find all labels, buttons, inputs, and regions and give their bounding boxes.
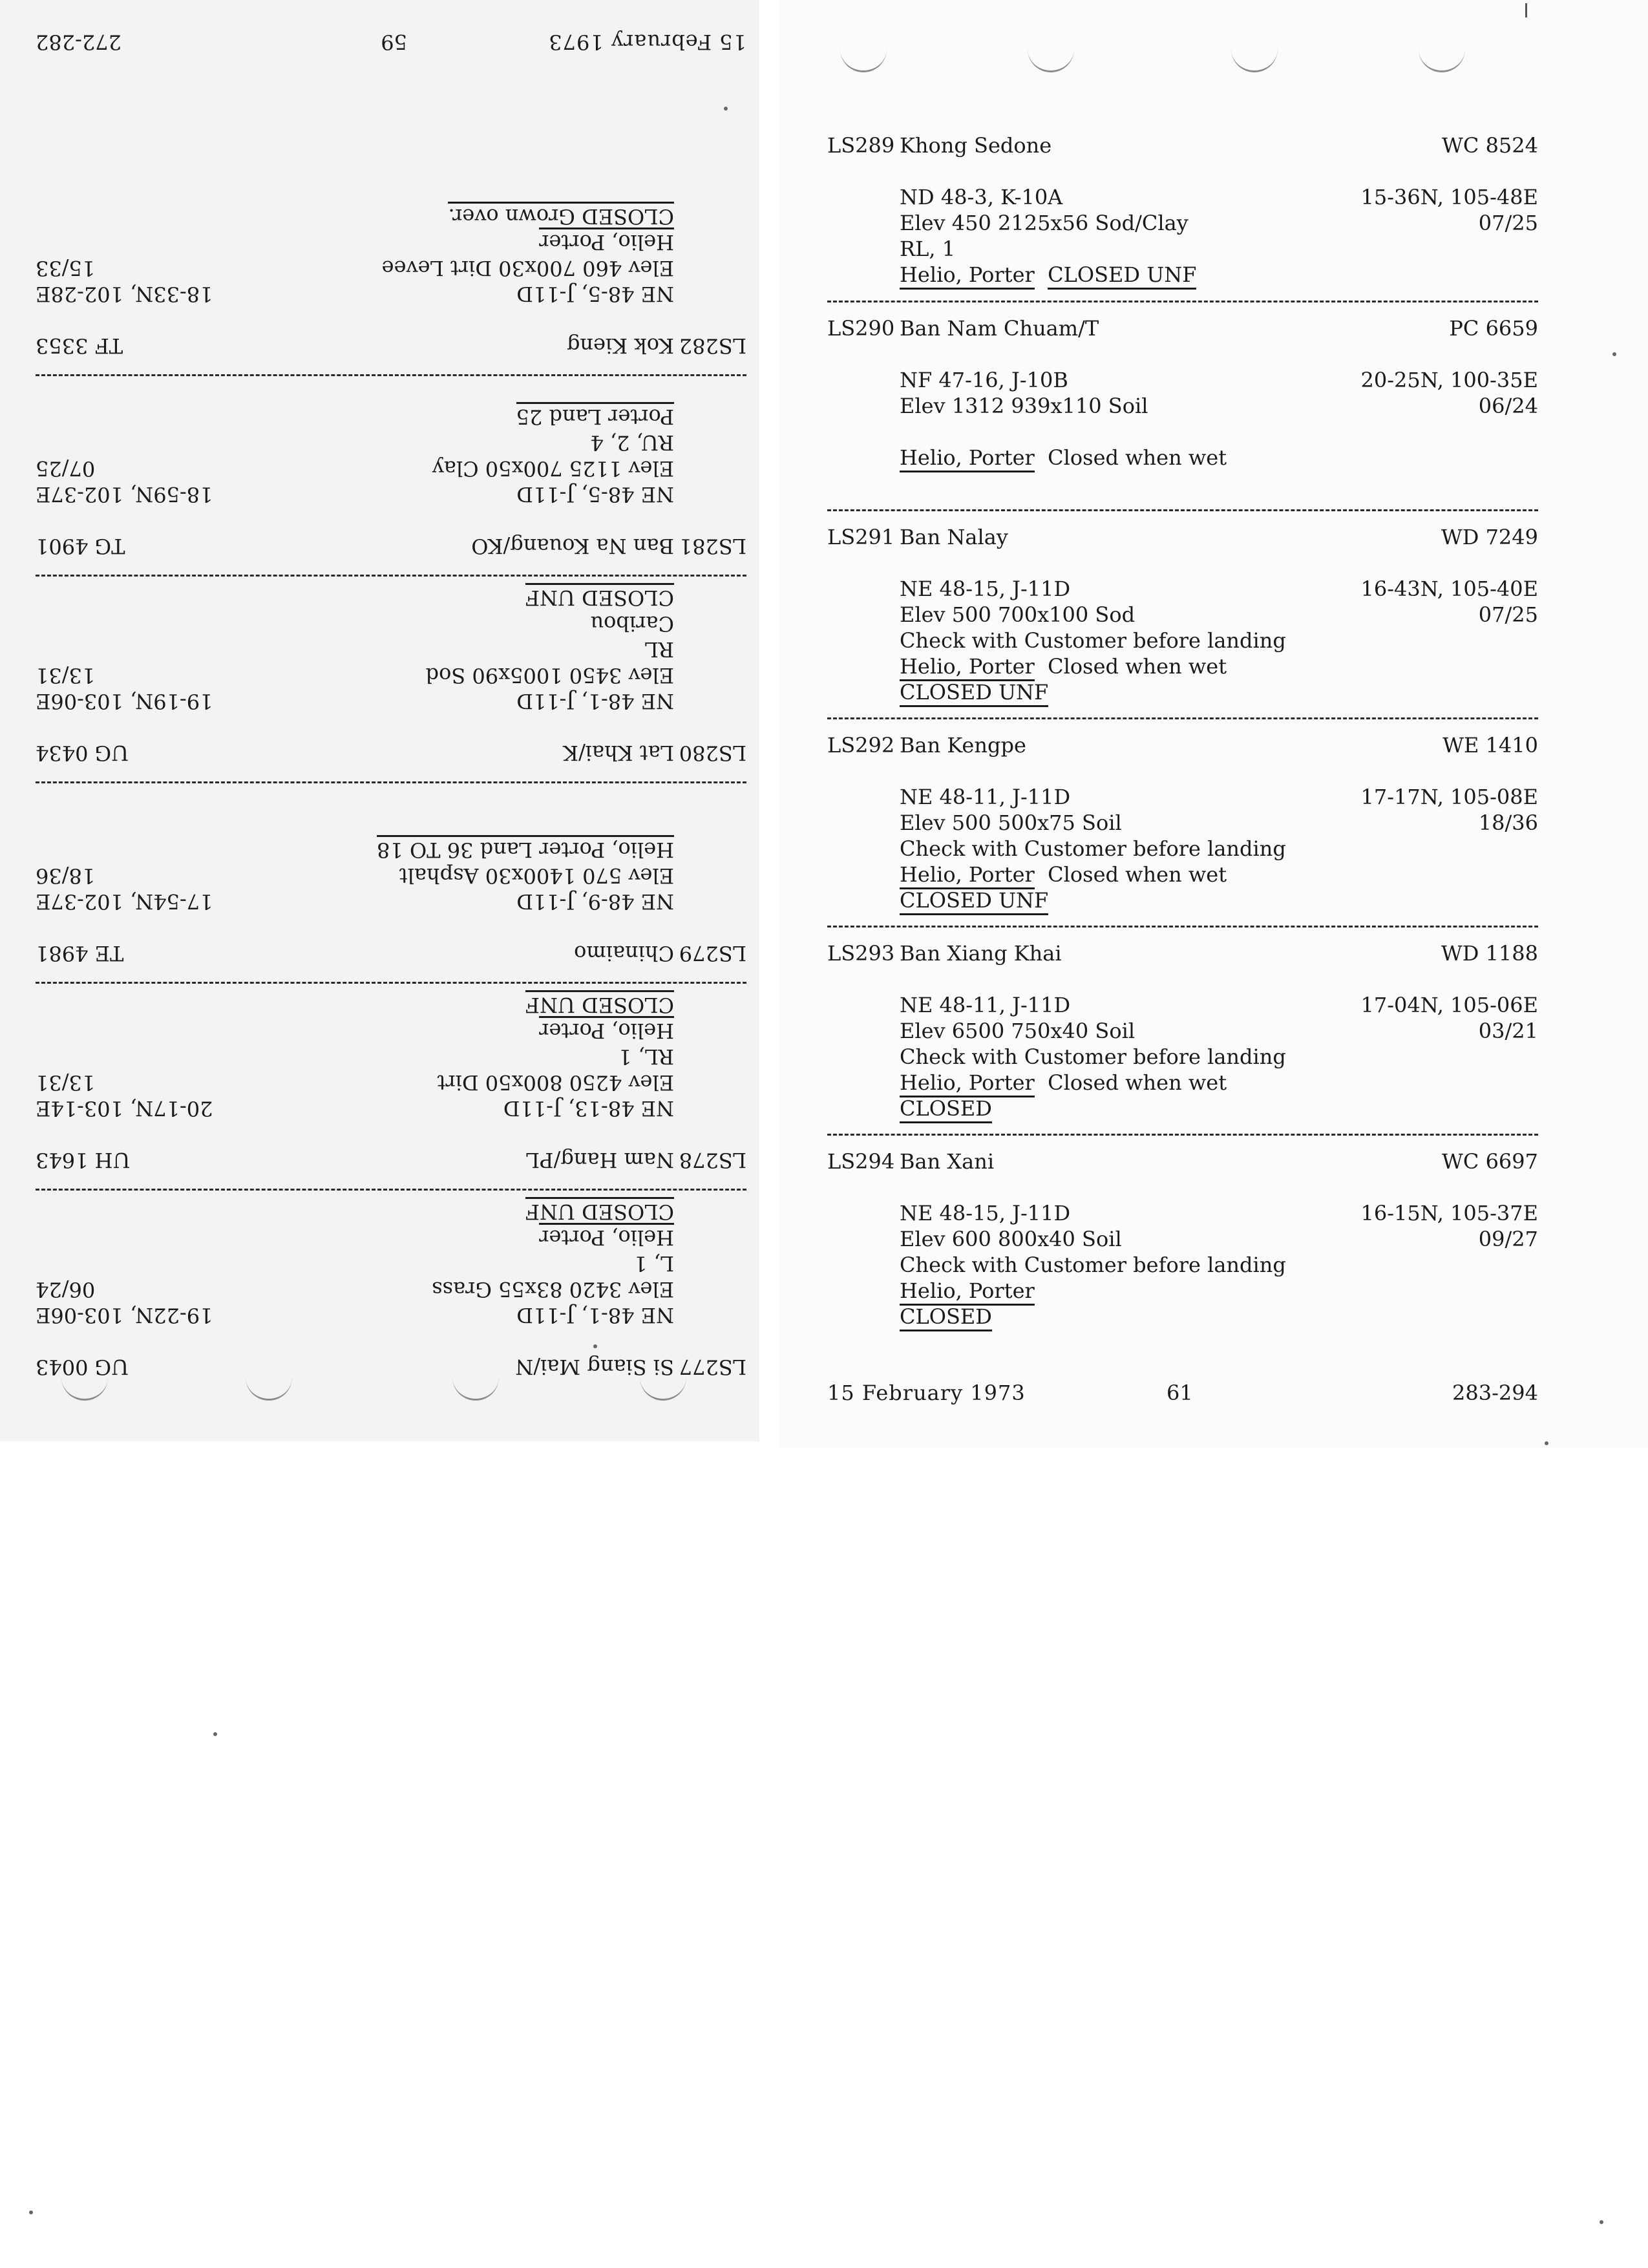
line-coordinates: 07/25: [1478, 211, 1538, 235]
line-text: Check with Customer before landing: [900, 628, 1286, 653]
entry-line: [827, 810, 1538, 836]
grid-reference: PC 6659: [1449, 316, 1538, 341]
entry-line: [827, 836, 1538, 862]
punch-hole: [61, 1377, 108, 1401]
line-text: CLOSED UNF: [900, 680, 1048, 707]
line-text: CLOSED UNF: [525, 1197, 674, 1224]
entry-separator: [827, 509, 1538, 511]
grid-reference: UG 0434: [36, 741, 129, 765]
entry-line: [827, 367, 1538, 393]
line-text: L, 1: [634, 1251, 674, 1276]
speck: [1600, 2220, 1603, 2224]
entry-header: [36, 740, 746, 766]
entry-header: [36, 533, 746, 559]
line-coordinates: 20-25N, 100-35E: [1360, 368, 1538, 392]
entry-line: [36, 404, 746, 430]
entry-line: [36, 889, 746, 915]
line-note: CLOSED UNF: [1048, 262, 1196, 290]
entry-line: [827, 184, 1538, 210]
entry-line: [827, 236, 1538, 262]
footer-page-number: 59: [381, 30, 407, 54]
grid-reference: TF 3353: [36, 334, 123, 358]
line-coordinates: 19-19N, 103-06E: [36, 689, 213, 714]
left-page-footer: [36, 29, 746, 55]
line-text: Elev 3420 83x55 Grass: [432, 1277, 674, 1302]
entry-separator: [827, 301, 1538, 302]
entry-line: [827, 1070, 1538, 1096]
entry-id: LS279: [679, 941, 746, 966]
right-page-content: [827, 132, 1538, 1425]
line-coordinates: 09/27: [1478, 1227, 1538, 1251]
margin-tick: [1525, 3, 1527, 17]
line-text: RL: [644, 637, 674, 662]
line-text: Helio, Porter: [900, 262, 1035, 290]
line-text: CLOSED UNF: [525, 990, 674, 1017]
line-text: ND 48-3, K-10A: [900, 185, 1063, 209]
punch-hole: [452, 1377, 499, 1401]
entry-line: [827, 1200, 1538, 1226]
grid-reference: UG 0043: [36, 1355, 129, 1379]
grid-reference: WC 6697: [1442, 1149, 1538, 1174]
entry-line: [36, 637, 746, 662]
entry-separator: [36, 1189, 746, 1191]
speck: [1545, 1441, 1548, 1445]
entry-line: [827, 1278, 1538, 1304]
line-text: NE 48-9, J-11D: [516, 889, 674, 914]
airstrip-entry: [827, 524, 1538, 705]
entry-name: Ban Nam Chuam/T: [900, 316, 1099, 341]
line-coordinates: 06/24: [1478, 394, 1538, 418]
footer-date: 15 February 1973: [548, 30, 746, 54]
entry-line: [827, 992, 1538, 1018]
line-text: Helio, Porter Land 36 TO 18: [377, 835, 674, 862]
entry-line: [36, 863, 746, 889]
gutter: [759, 0, 779, 1448]
line-text: Elev 3450 1005x90 Sod: [425, 663, 674, 688]
line-text: CLOSED UNF: [900, 888, 1048, 915]
footer-range: 283-294: [1452, 1381, 1538, 1405]
line-text: Helio, Porter: [539, 1223, 674, 1250]
entry-line: [36, 1199, 746, 1225]
entry-separator: [827, 1134, 1538, 1136]
airstrip-entry: [36, 1199, 746, 1380]
line-text: CLOSED UNF: [525, 583, 674, 610]
line-text: Helio, Porter: [539, 228, 674, 255]
footer-range: 272-282: [36, 30, 121, 54]
line-text: RL, 1: [618, 1044, 674, 1069]
airstrip-entry: [36, 837, 746, 966]
line-text: Porter Land 25: [516, 402, 674, 429]
entry-line: [827, 862, 1538, 887]
line-text: Helio, Porter: [539, 1016, 674, 1043]
line-coordinates: 06/24: [36, 1277, 96, 1302]
line-text: NE 48-13, J-11D: [503, 1096, 674, 1121]
entry-line: [827, 445, 1538, 471]
punch-hole: [1419, 48, 1465, 72]
grid-reference: WD 7249: [1441, 525, 1538, 549]
entry-header: [827, 132, 1538, 158]
entry-id: LS293: [827, 941, 895, 966]
entry-line: [827, 1252, 1538, 1278]
line-coordinates: 19-22N, 103-06E: [36, 1303, 213, 1328]
entry-line: [827, 210, 1538, 236]
line-coordinates: 17-54N, 102-37E: [36, 889, 213, 914]
entry-id: LS294: [827, 1149, 895, 1174]
footer-date: 15 February 1973: [827, 1381, 1026, 1405]
speck: [724, 107, 728, 111]
entry-id: LS291: [827, 525, 895, 549]
entry-name: Khong Sedone: [900, 133, 1052, 158]
entry-line: [36, 255, 746, 281]
line-text: Helio, Porter: [900, 445, 1035, 472]
line-text: CLOSED: [900, 1096, 992, 1123]
line-text: Elev 600 800x40 Soil: [900, 1227, 1122, 1251]
grid-reference: WD 1188: [1441, 941, 1538, 966]
entry-name: Lat Khai/K: [563, 741, 674, 765]
entry-separator: [827, 717, 1538, 719]
line-text: Elev 1125 700x50 Clay: [432, 456, 674, 481]
line-text: Check with Customer before landing: [900, 1253, 1286, 1277]
line-text: Helio, Porter: [900, 862, 1035, 889]
entry-name: Ban Xani: [900, 1149, 995, 1174]
entry-line: [827, 262, 1538, 288]
line-note: Closed when wet: [1048, 862, 1227, 887]
right-page: [779, 0, 1648, 1448]
grid-reference: TE 4981: [36, 941, 124, 966]
entry-name: Chinaimo: [574, 941, 674, 966]
line-text: NE 48-1, J-11D: [516, 689, 674, 714]
right-page-footer: [827, 1380, 1538, 1406]
grid-reference: WC 8524: [1442, 133, 1538, 158]
line-note: Closed when wet: [1048, 445, 1227, 470]
entry-separator: [36, 575, 746, 577]
entry-line: [36, 229, 746, 255]
line-coordinates: 07/25: [36, 456, 96, 481]
entry-line: [36, 992, 746, 1018]
entry-line: [827, 393, 1538, 419]
line-text: Helio, Porter: [900, 654, 1035, 681]
entry-line: [36, 430, 746, 456]
airstrip-entry: [36, 204, 746, 359]
line-text: NE 48-15, J-11D: [900, 577, 1071, 601]
entry-name: Ban Na Kouang/KO: [471, 534, 674, 558]
entry-name: Ban Nalay: [900, 525, 1008, 549]
entry-line: [36, 1044, 746, 1070]
entry-line: [36, 688, 746, 714]
line-coordinates: 18-33N, 102-28E: [36, 282, 213, 306]
punch-hole: [840, 48, 887, 72]
entry-id: LS280: [679, 741, 746, 765]
left-page-rotated-content: [36, 29, 746, 1380]
line-text: NE 48-11, J-11D: [900, 993, 1071, 1017]
entry-name: Nam Hang/PL: [525, 1148, 674, 1172]
entry-line: [36, 482, 746, 507]
entry-line: [827, 1018, 1538, 1044]
punch-hole: [246, 1377, 292, 1401]
entry-line: [827, 784, 1538, 810]
entry-line: [827, 1096, 1538, 1121]
line-text: Elev 500 700x100 Sod: [900, 602, 1136, 627]
line-note: Closed when wet: [1048, 654, 1227, 679]
airstrip-entry: [827, 315, 1538, 471]
line-text: Helio, Porter: [900, 1070, 1035, 1097]
line-text: Elev 450 2125x56 Sod/Clay: [900, 211, 1188, 235]
line-text: Caribou: [590, 611, 674, 636]
line-text: Helio, Porter: [900, 1278, 1035, 1306]
entry-line: [36, 204, 746, 229]
punch-hole: [640, 1377, 686, 1401]
entry-line: [827, 1226, 1538, 1252]
line-coordinates: 15-36N, 105-48E: [1360, 185, 1538, 209]
entry-line: [827, 419, 1538, 445]
line-text: CLOSED Grown over.: [448, 202, 674, 229]
entry-line: [36, 1018, 746, 1044]
airstrip-entry: [36, 404, 746, 559]
line-text: RL, 1: [900, 237, 956, 261]
entry-id: LS289: [827, 133, 895, 158]
entry-line: [36, 1070, 746, 1096]
entry-header: [827, 315, 1538, 341]
entry-name: Ban Kengpe: [900, 733, 1026, 758]
line-text: NE 48-1, J-11D: [516, 1303, 674, 1328]
line-coordinates: 13/31: [36, 1070, 96, 1095]
line-text: Check with Customer before landing: [900, 836, 1286, 861]
entry-line: [36, 837, 746, 863]
line-text: Elev 500 500x75 Soil: [900, 811, 1122, 835]
left-page: [0, 0, 759, 1441]
entry-line: [36, 1277, 746, 1302]
line-coordinates: 17-17N, 105-08E: [1360, 785, 1538, 809]
line-text: CLOSED: [900, 1304, 992, 1331]
entry-line: [36, 611, 746, 637]
entry-line: [36, 1302, 746, 1328]
entry-header: [827, 524, 1538, 550]
entry-separator: [36, 982, 746, 984]
airstrip-entry: [36, 992, 746, 1173]
punch-hole: [1231, 48, 1278, 72]
line-coordinates: 18/36: [36, 864, 96, 888]
speck: [1612, 352, 1616, 356]
line-coordinates: 20-17N, 103-14E: [36, 1096, 213, 1121]
entry-line: [36, 662, 746, 688]
entry-id: LS282: [679, 334, 746, 358]
line-text: NE 48-5, J-11D: [516, 282, 674, 306]
entry-line: [36, 585, 746, 611]
line-coordinates: 16-15N, 105-37E: [1360, 1201, 1538, 1225]
speck: [29, 2210, 33, 2214]
entry-name: Kok Kieng: [566, 334, 674, 358]
entry-separator: [36, 374, 746, 376]
entry-id: LS290: [827, 316, 895, 341]
line-text: Elev 4250 800x50 Dirt: [437, 1070, 674, 1095]
entry-separator: [36, 781, 746, 783]
airstrip-entry: [36, 585, 746, 766]
grid-reference: UH 1643: [36, 1148, 131, 1172]
entry-header: [827, 940, 1538, 966]
line-text: Elev 1312 939x110 Soil: [900, 394, 1148, 418]
punch-hole: [1028, 48, 1074, 72]
entry-line: [827, 628, 1538, 653]
line-text: Elev 570 1400x30 Asphalt: [399, 864, 674, 888]
entry-header: [36, 940, 746, 966]
entry-header: [36, 1147, 746, 1173]
entry-line: [36, 456, 746, 482]
grid-reference: TG 4901: [36, 534, 125, 558]
airstrip-entry: [827, 1149, 1538, 1330]
entry-line: [827, 887, 1538, 913]
line-text: NE 48-11, J-11D: [900, 785, 1071, 809]
entry-header: [36, 333, 746, 359]
entry-name: Si Siang Mai/N: [515, 1355, 674, 1379]
entry-line: [827, 679, 1538, 705]
entry-header: [827, 1149, 1538, 1174]
line-text: NF 47-16, J-10B: [900, 368, 1068, 392]
speck: [593, 1344, 597, 1348]
entry-id: LS281: [679, 534, 746, 558]
grid-reference: WE 1410: [1442, 733, 1538, 758]
entry-header: [36, 1354, 746, 1380]
entry-line: [36, 281, 746, 307]
line-note: Closed when wet: [1048, 1070, 1227, 1095]
entry-header: [827, 732, 1538, 758]
line-coordinates: 17-04N, 105-06E: [1360, 993, 1538, 1017]
line-coordinates: 03/21: [1478, 1019, 1538, 1043]
line-text: RU, 2, 4: [590, 430, 674, 455]
entry-line: [36, 1251, 746, 1277]
line-coordinates: 07/25: [1478, 602, 1538, 627]
entry-id: LS277: [679, 1355, 746, 1379]
entry-line: [827, 602, 1538, 628]
line-coordinates: 13/31: [36, 663, 96, 688]
entry-line: [827, 653, 1538, 679]
line-text: NE 48-15, J-11D: [900, 1201, 1071, 1225]
entry-line: [827, 1304, 1538, 1330]
line-coordinates: 15/33: [36, 256, 96, 281]
line-coordinates: 18-59N, 102-37E: [36, 482, 213, 507]
entry-separator: [827, 926, 1538, 927]
line-coordinates: 16-43N, 105-40E: [1360, 577, 1538, 601]
entry-line: [827, 576, 1538, 602]
entry-line: [36, 1225, 746, 1251]
speck: [213, 1732, 217, 1736]
footer-page-number: 61: [1167, 1381, 1193, 1405]
airstrip-entry: [827, 940, 1538, 1121]
airstrip-entry: [827, 732, 1538, 913]
airstrip-entry: [827, 132, 1538, 288]
entry-line: [827, 1044, 1538, 1070]
entry-id: LS278: [679, 1148, 746, 1172]
line-text: Check with Customer before landing: [900, 1044, 1286, 1069]
entry-name: Ban Xiang Khai: [900, 941, 1062, 966]
entry-line: [36, 1096, 746, 1121]
line-text: NE 48-5, J-11D: [516, 482, 674, 507]
line-text: Elev 6500 750x40 Soil: [900, 1019, 1136, 1043]
line-text: Elev 460 700x30 Dirt Levee: [381, 256, 674, 281]
entry-id: LS292: [827, 733, 895, 758]
line-coordinates: 18/36: [1478, 811, 1538, 835]
